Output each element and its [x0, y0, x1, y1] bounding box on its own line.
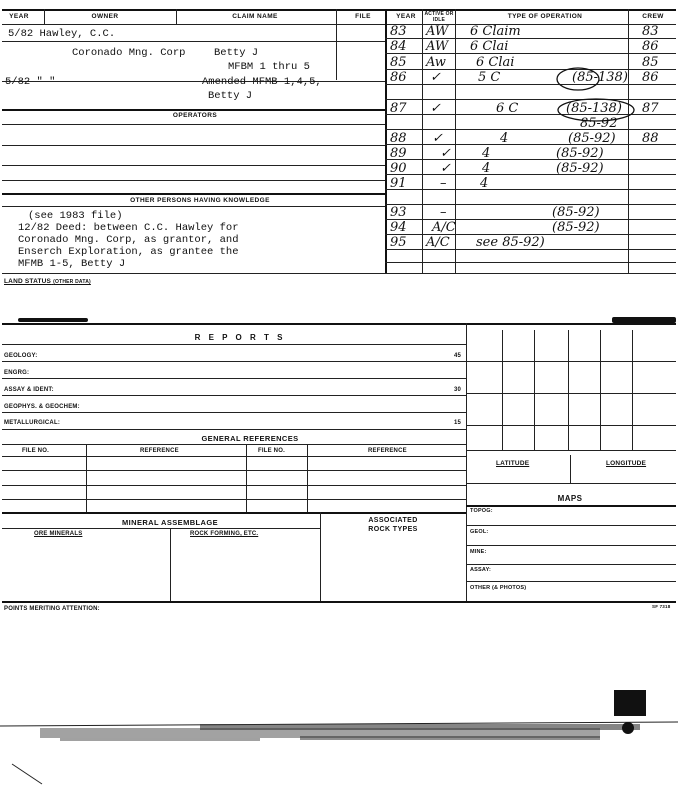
activity-status: –: [440, 205, 447, 220]
activity-status: –: [440, 176, 447, 191]
note-line: MFMB 1-5, Betty J: [18, 258, 126, 270]
row-line: [385, 159, 676, 160]
activity-type: 6 Clai: [476, 55, 515, 70]
grid-line: [568, 330, 569, 450]
points-meriting-label: POINTS MERITING ATTENTION:: [4, 606, 100, 612]
activity-status: AW: [426, 24, 449, 39]
col-divider: [570, 455, 571, 483]
maps-topog-label: TOPOG:: [470, 508, 493, 514]
claim-name-line: MFBM 1 thru 5: [228, 61, 310, 73]
activity-year: 85: [390, 55, 407, 70]
col-divider: [320, 512, 321, 601]
activity-note: see 85-92): [476, 235, 545, 250]
report-assay-number: 30: [454, 387, 462, 393]
row-line: [2, 361, 466, 362]
row-line: [2, 470, 466, 471]
longitude-label: LONGITUDE: [606, 460, 647, 467]
row-line: [2, 41, 385, 42]
row-line: [2, 180, 385, 181]
col-divider: [246, 444, 247, 512]
grid-line: [466, 450, 676, 451]
rock-types-label: ROCK TYPES: [368, 526, 418, 533]
activity-crew: 83: [642, 24, 659, 39]
activity-status: A/C: [432, 220, 456, 235]
grid-line: [534, 330, 535, 450]
activity-type: 6 Clai: [470, 39, 509, 54]
col-divider: [44, 9, 45, 24]
activity-type: 6 Claim: [470, 24, 521, 39]
col-divider: [307, 444, 308, 512]
row-line: [2, 429, 466, 430]
land-status-label: LAND STATUS (OTHER DATA): [4, 278, 91, 285]
claim-name-line: Amended MFMB 1,4,5,: [202, 76, 322, 88]
activity-crew: 87: [642, 101, 659, 116]
activity-status: ✓: [430, 70, 441, 85]
row-line: [2, 395, 466, 396]
owner-line: 5/82 " ": [5, 76, 56, 88]
grid-line: [632, 330, 633, 450]
scan-smudge: [18, 318, 88, 322]
owner-line: Coronado Mng. Corp: [72, 47, 186, 59]
header-year: YEAR: [9, 13, 29, 20]
activity-year: 91: [390, 176, 407, 191]
activity-year: 86: [390, 70, 407, 85]
activity-status: Aw: [426, 55, 446, 70]
row-line: [2, 206, 385, 207]
row-line: [2, 412, 466, 413]
grid-line: [502, 330, 503, 450]
activity-status: A/C: [426, 235, 450, 250]
activity-crew: 86: [642, 39, 659, 54]
row-line: [2, 124, 385, 125]
header-year-2: YEAR: [396, 13, 416, 20]
row-line: [2, 145, 385, 146]
row-line: [466, 545, 676, 546]
activity-status: ✓: [432, 131, 443, 146]
operators-top-line: [2, 109, 385, 111]
report-geology-number: 45: [454, 353, 462, 359]
general-references-title: GENERAL REFERENCES: [201, 434, 299, 443]
activity-status: ✓: [430, 101, 441, 116]
activity-year: 90: [390, 161, 407, 176]
row-line: [466, 483, 676, 484]
scan-noise-band: [0, 712, 678, 792]
grid-line: [466, 361, 676, 362]
row-line: [466, 525, 676, 526]
other-persons-top-line: [2, 193, 385, 195]
row-line: [385, 174, 676, 175]
row-line: [385, 189, 676, 190]
report-geophys-label: GEOPHYS. & GEOCHEM:: [4, 404, 80, 410]
owner-line: 5/82 Hawley, C.C.: [8, 28, 116, 40]
activity-note: (85-138): [566, 101, 622, 116]
rock-forming-label: ROCK FORMING, ETC.: [190, 531, 259, 537]
ore-minerals-label: ORE MINERALS: [34, 531, 83, 537]
row-line: [2, 165, 385, 166]
activity-crew: 88: [642, 131, 659, 146]
section-bottom-border: [2, 601, 676, 603]
report-engrg-label: ENGRG:: [4, 370, 30, 376]
report-geology-label: GEOLOGY:: [4, 353, 38, 359]
row-line: [466, 564, 676, 565]
grid-line: [466, 425, 676, 426]
reports-right-divider: [466, 323, 467, 601]
header-active-or-idle: ACTIVE OR IDLE: [424, 11, 454, 23]
row-line: [2, 499, 466, 500]
grid-line: [466, 393, 676, 394]
activity-year: 87: [390, 101, 407, 116]
activity-year: 95: [390, 235, 407, 250]
activity-year: 89: [390, 146, 407, 161]
row-line: [2, 444, 466, 445]
activity-crew: 85: [642, 55, 659, 70]
row-line: [385, 273, 676, 274]
note-line: Coronado Mng. Corp, as grantor, and: [18, 234, 239, 246]
col-divider: [176, 9, 177, 24]
claim-name-line: Betty J: [208, 90, 253, 102]
mineral-top-border: [2, 512, 466, 514]
activity-status: ✓: [440, 146, 451, 161]
row-line: [2, 485, 466, 486]
report-metallurgical-number: 15: [454, 420, 462, 426]
claim-name-line: Betty J: [214, 47, 259, 59]
operators-label: OPERATORS: [172, 112, 218, 119]
col-divider: [170, 528, 171, 601]
activity-crew: 86: [642, 70, 659, 85]
row-line: [385, 219, 676, 220]
reports-title: R E P O R T S: [194, 333, 286, 342]
maps-top-line: [466, 505, 676, 507]
latitude-label: LATITUDE: [496, 460, 530, 467]
report-metallurgical-label: METALLURGICAL:: [4, 420, 61, 426]
header-file: FILE: [355, 13, 371, 20]
row-line: [2, 528, 320, 529]
maps-geol-label: GEOL:: [470, 529, 489, 535]
header-crew: CREW: [642, 13, 664, 20]
row-line: [2, 81, 385, 82]
row-line: [2, 378, 466, 379]
form-number: SF 7318: [652, 604, 671, 609]
activity-type: 5 C: [478, 70, 501, 85]
grid-line: [600, 330, 601, 450]
activity-type: 4: [480, 176, 489, 191]
report-assay-label: ASSAY & IDENT:: [4, 387, 54, 393]
activity-type: 6 C: [496, 101, 519, 116]
maps-other-label: OTHER (& PHOTOS): [470, 585, 527, 591]
row-line: [2, 456, 466, 457]
activity-year: 84: [390, 39, 407, 54]
activity-year: 83: [390, 24, 407, 39]
note-line: 12/82 Deed: between C.C. Hawley for: [18, 222, 239, 234]
note-line: Enserch Exploration, as grantee the: [18, 246, 239, 258]
header-bottom-line: [2, 24, 676, 25]
activity-year: 93: [390, 205, 407, 220]
header-type-of-operation: TYPE OF OPERATION: [507, 13, 583, 20]
activity-note: (85-92): [556, 161, 604, 176]
ref-header-file-no-2: FILE NO.: [258, 448, 285, 454]
row-line: [2, 273, 385, 274]
mineral-assemblage-title: MINERAL ASSEMBLAGE: [122, 518, 218, 527]
activity-status: ✓: [440, 161, 451, 176]
activity-note: (85-92): [568, 131, 616, 146]
associated-label: ASSOCIATED: [368, 517, 418, 524]
row-line: [385, 204, 676, 205]
activity-status: AW: [426, 39, 449, 54]
header-owner: OWNER: [91, 13, 119, 20]
activity-type: 4: [482, 146, 491, 161]
activity-year: 88: [390, 131, 407, 146]
activity-note: (85-92): [552, 205, 600, 220]
table-top-border: [2, 9, 676, 11]
row-line: [2, 344, 466, 345]
handwritten-circles: [556, 64, 640, 134]
header-claim-name: CLAIM NAME: [232, 13, 278, 20]
activity-note: 85-92: [580, 116, 618, 131]
other-persons-label: OTHER PERSONS HAVING KNOWLEDGE: [130, 197, 270, 204]
ref-header-file-no: FILE NO.: [22, 448, 49, 454]
reports-top-border: [2, 323, 676, 325]
row-line: [385, 262, 676, 263]
row-line: [385, 144, 676, 145]
row-line: [466, 581, 676, 582]
activity-note: (85-92): [556, 146, 604, 161]
maps-mine-label: MINE:: [470, 549, 487, 555]
activity-note: (85-92): [552, 220, 600, 235]
col-divider: [336, 9, 337, 80]
maps-title: MAPS: [557, 494, 583, 503]
activity-year: 94: [390, 220, 407, 235]
col-divider: [86, 444, 87, 512]
maps-assay-label: ASSAY:: [470, 567, 492, 573]
activity-note: (85-138): [572, 70, 628, 85]
ref-header-reference-2: REFERENCE: [368, 448, 407, 454]
note-line: (see 1983 file): [28, 210, 123, 222]
ref-header-reference: REFERENCE: [140, 448, 179, 454]
activity-type: 4: [500, 131, 509, 146]
activity-type: 4: [482, 161, 491, 176]
